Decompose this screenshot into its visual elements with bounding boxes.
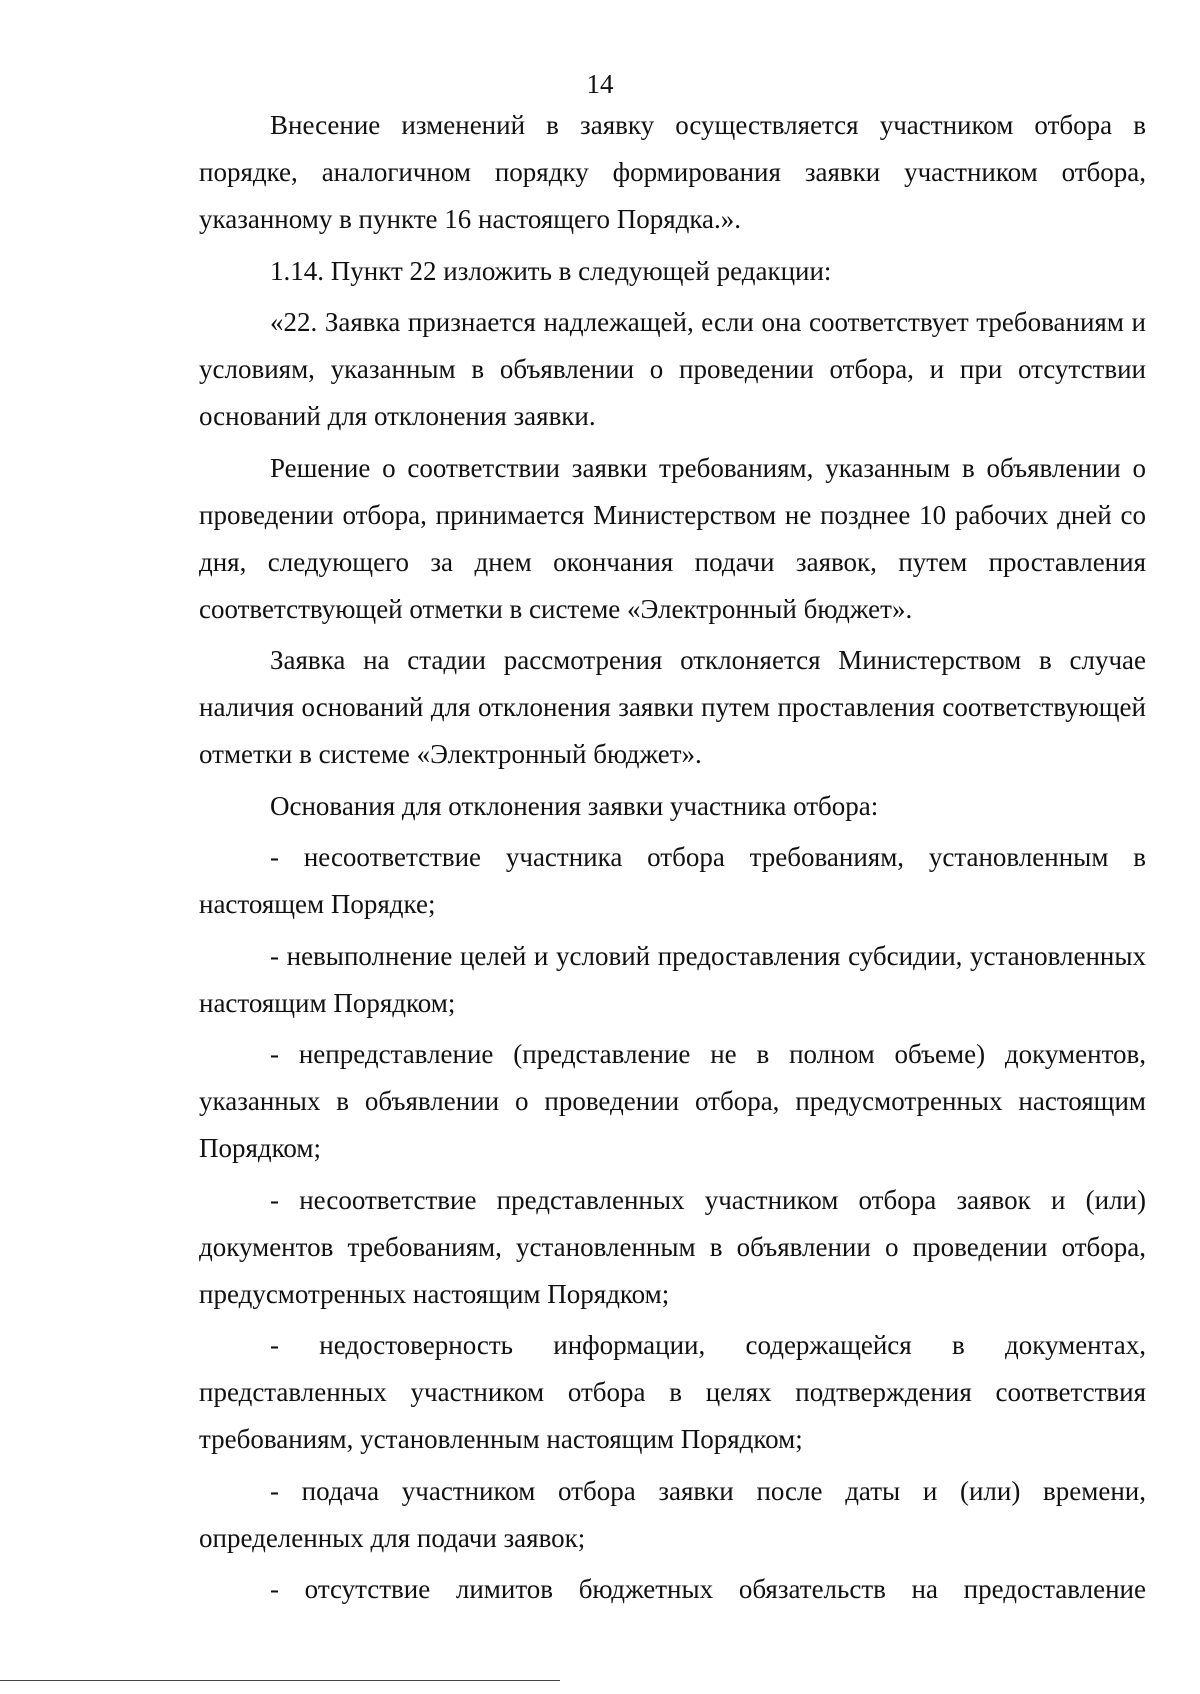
paragraph-amendment-procedure: Внесение изменений в заявку осуществляется участником отбора в порядке, аналогичном порядку формирования заявки участником отбора, указанному в пункте 16 настоящего Порядка.». [199,110,1146,234]
paragraph-decision: Решение о соответствии заявки требованиям, указанным в объявлении о проведении отбора, принимается Министерством не позднее 10 рабочих дней со дня, следующего за днем окончания подачи заявок, путем проставления соответствующей отметки в системе «Электронный бюджет». [199,452,1146,624]
list-item-goals-not-met: - невыполнение целей и условий предоставления субсидии, установленных настоящим Порядком; [199,940,1146,1018]
list-item-noncompliance-documents: - несоответствие представленных участником отбора заявок и (или) документов требованиям, установленным в объявлении о проведении отбора, предусмотренных настоящим Порядком; [199,1184,1146,1309]
list-item-unreliable-information: - недостоверность информации, содержащейся в документах, представленных участником отбора в целях подтверждения соответствия требованиям, установленным настоящим Порядком; [199,1330,1146,1454]
paragraph-grounds-heading: Основания для отклонения заявки участника отбора: [270,790,879,821]
list-item-late-submission: - подача участником отбора заявки после даты и (или) времени, определенных для подачи заявок; [199,1475,1146,1553]
list-item-noncompliance-participant: - несоответствие участника отбора требованиям, установленным в настоящем Порядке; [199,842,1146,919]
paragraph-rejection: Заявка на стадии рассмотрения отклоняется Министерством в случае наличия оснований для отклонения заявки путем проставления соответствующей отметки в системе «Электронный бюджет». [199,645,1146,769]
document-body [199,102,1146,1613]
paragraph-item-22: «22. Заявка признается надлежащей, если она соответствует требованиям и условиям, указанным в объявлении о проведении отбора, и при отсутствии оснований для отклонения заявки. [199,307,1146,431]
bottom-rule [0,1680,560,1681]
list-item-no-budget-limits: - отсутствие лимитов бюджетных обязательств на предоставление [270,1574,1146,1604]
list-item-documents-missing: - непредставление (представление не в полном объеме) документов, указанных в объявлении о проведении отбора, предусмотренных настоящим Порядком; [199,1039,1146,1163]
page-number: 14 [586,69,614,99]
paragraph-clause-1-14: 1.14. Пункт 22 изложить в следующей редакции: [270,255,832,286]
